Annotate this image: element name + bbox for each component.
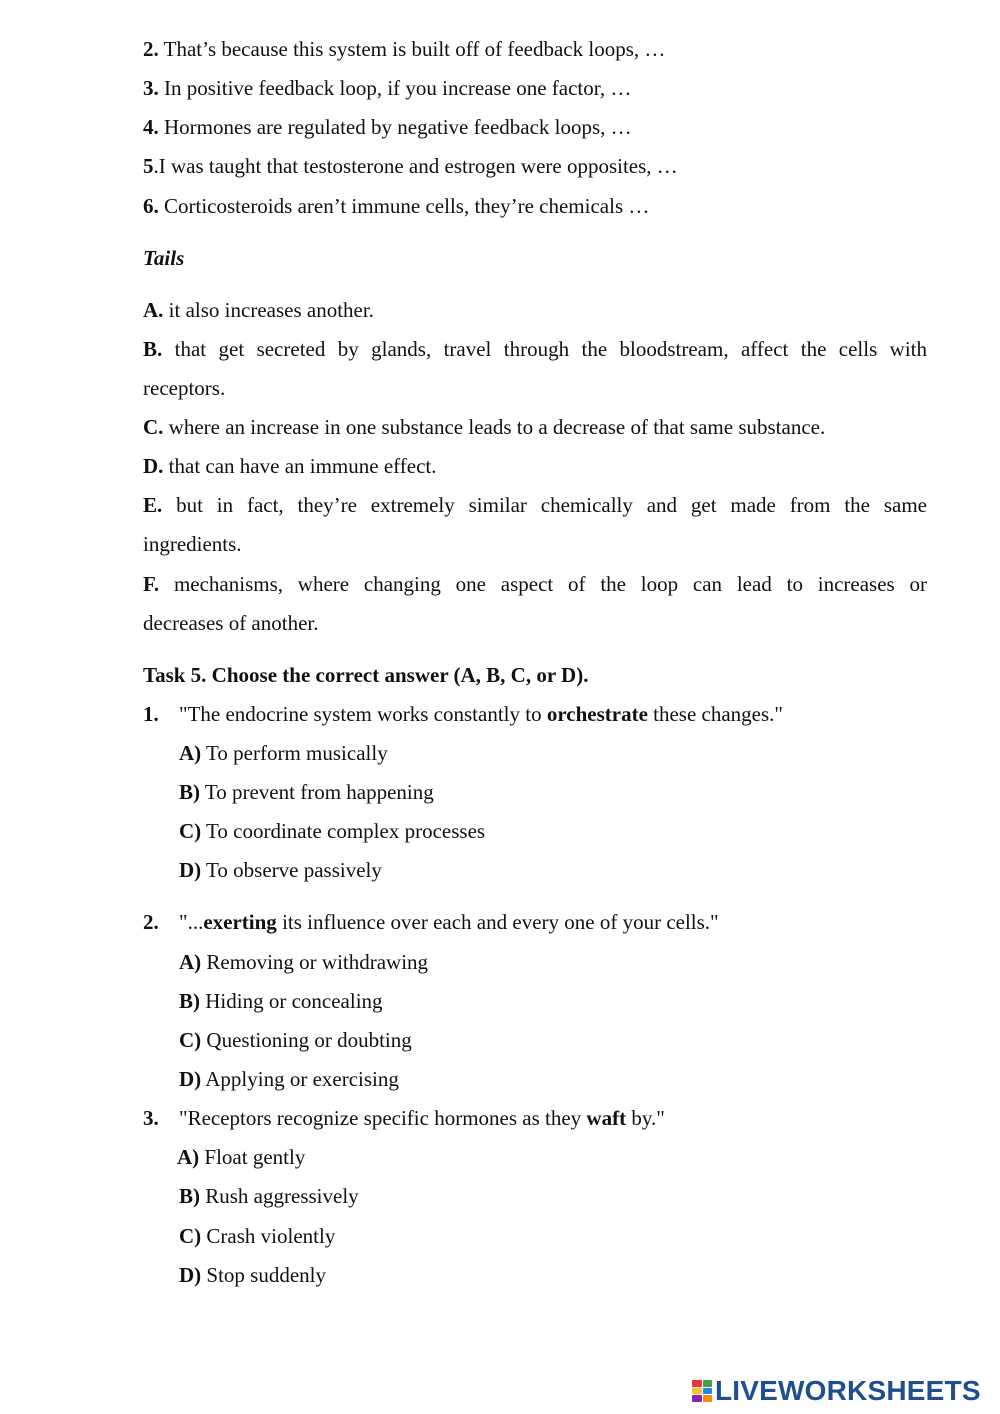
tail-item-c: C. where an increase in one substance leads to a decrease of that same substance. — [143, 415, 826, 439]
question-2: 2. "...exerting its influence over each and every one of your cells." — [143, 910, 719, 934]
logo-tile — [692, 1395, 702, 1402]
tail-item-e: E. but in fact, they’re extremely similar chemically and get made from the same — [143, 493, 927, 517]
tail-item-f: F. mechanisms, where changing one aspect of the loop can lead to increases or — [143, 572, 927, 596]
head-item-2: 2. That’s because this system is built off of feedback loops, … — [143, 37, 666, 61]
question-3: 3. "Receptors recognize specific hormones as they waft by." — [143, 1106, 665, 1130]
q2-option-c[interactable]: C) Questioning or doubting — [179, 1028, 412, 1052]
head-item-6: 6. Corticosteroids aren’t immune cells, they’re chemicals … — [143, 194, 650, 218]
q3-option-d[interactable]: D) Stop suddenly — [179, 1263, 327, 1287]
tails-heading: Tails — [143, 246, 185, 270]
tail-item-b: B. that get secreted by glands, travel through the bloodstream, affect the cells with — [143, 337, 927, 361]
logo-tile — [703, 1388, 713, 1395]
q2-option-d[interactable]: D) Applying or exercising — [179, 1067, 399, 1091]
logo-tile — [692, 1388, 702, 1395]
q1-option-a[interactable]: A) To perform musically — [179, 741, 388, 765]
q2-option-a[interactable]: A) Removing or withdrawing — [179, 950, 429, 974]
logo-tile — [703, 1395, 713, 1402]
liveworksheets-logo[interactable] — [692, 1375, 981, 1407]
q1-option-b[interactable]: B) To prevent from happening — [179, 780, 434, 804]
q2-option-b[interactable]: B) Hiding or concealing — [179, 989, 383, 1013]
tail-item-a: A. it also increases another. — [143, 298, 374, 322]
task5-heading: Task 5. Choose the correct answer (A, B, C, or D). — [143, 663, 589, 687]
logo-tiles-icon — [692, 1380, 712, 1402]
tail-item-d: D. that can have an immune effect. — [143, 454, 437, 478]
q1-option-c[interactable]: C) To coordinate complex processes — [179, 819, 486, 843]
logo-tile — [703, 1380, 713, 1387]
question-1: 1. "The endocrine system works constantly to orchestrate these changes." — [143, 702, 783, 726]
head-item-3: 3. In positive feedback loop, if you increase one factor, … — [143, 76, 632, 100]
logo-text: LIVEWORKSHEETS — [715, 1375, 981, 1406]
q3-option-c[interactable]: C) Crash violently — [179, 1224, 336, 1248]
logo-tile — [692, 1380, 702, 1387]
tail-item-b-cont: receptors. — [143, 376, 226, 400]
tail-item-e-cont: ingredients. — [143, 532, 242, 556]
tail-item-f-cont: decreases of another. — [143, 611, 319, 635]
q1-option-d[interactable]: D) To observe passively — [179, 858, 382, 882]
head-item-4: 4. Hormones are regulated by negative feedback loops, … — [143, 115, 632, 139]
q3-option-a[interactable]: A) Float gently — [177, 1145, 306, 1169]
head-item-5: 5.I was taught that testosterone and estrogen were opposites, … — [143, 154, 678, 178]
q3-option-b[interactable]: B) Rush aggressively — [179, 1184, 359, 1208]
